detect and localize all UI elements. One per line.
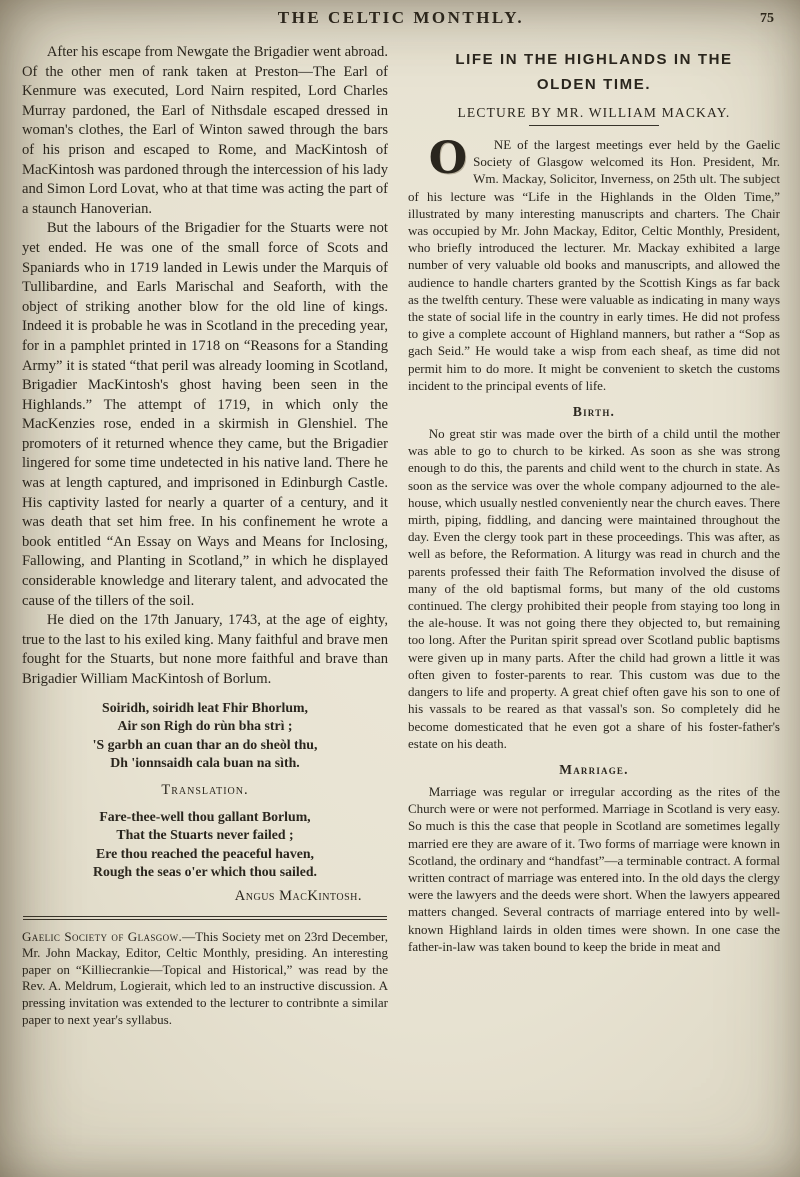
verse-line: That the Stuarts never failed ; xyxy=(116,827,294,843)
article-title-line: OLDEN TIME. xyxy=(536,76,652,93)
verse-line: Rough the seas o'er which thou sailed. xyxy=(93,864,317,880)
opening-text: NE of the largest meetings ever held by the Gaelic Society of Glasgow welcomed its Hon. President, Mr. Wm. Mackay, Solicitor, Inverness, on 25th ult. The subject of his lecture was “Life in the Highlands in the Olden Time,” illustrated by many interesting manuscripts and charters. The Chair was occupied by Mr. John Mackay, Editor, Celtic Monthly, President, who briefly introduced the lecturer. Mr. Mackay exhibited a large number of very valuable old books and manuscripts, and allowed the audience to handle charters granted by the Scottish Kings as far back as the twelfth century. These were valuable as indicating in many ways the state of social life in the country in early times. He did not profess to give a complete account of Highland manners, but rather a “Sop as gach Seid.” He would take a wisp from each sheaf, as time did not permit him to do more. It might be convenient to sketch the customs incident to the principal events of life. xyxy=(408,137,780,393)
paragraph: No great stir was made over the birth of a child until the mother was able to go to church to be kirked. As soon as she was strong enough to do this, the parents and child went to the church in state. As soon as the service was over the whole company adjourned to the ale-house, which usually nestled conveniently near the church eaves. There mirth, piping, fiddling, and dancing were maintained throughout the day. Even the clergy took part in these proceedings. This was after, as well as before, the Reformation. A liturgy was read in church and the parents professed their faith The Reformation involved the disuse of many of the old baptismal forms, but many of the old customs continued. The clergy prohibited their people from staying too long in the ale-house. It was not going there they objected to, but remaining too long. After the Puritan spirit spread over Scotland public baptisms were given up in many parts. After the child had grown a little it was often given to foster-parents to rear. This custom was due to the dangers to life and property. A great chief often gave his son to one of his vassals to be reared as that vassal's son. So completely did he become domesticated that he even got a share of his foster-father's estate on his death. xyxy=(408,426,780,751)
author-signature: Angus MacKintosh. xyxy=(234,887,362,904)
verse-line: Ere thou reached the peaceful haven, xyxy=(96,845,314,861)
translation-heading: Translation. xyxy=(161,781,249,798)
paragraph: But the labours of the Brigadier for the Stuarts were not yet ended. He was one of the small force of Scots and Spaniards who in 1719 landed in Lewis under the Marquis of Tullibardine, and Earls Marischal and Seaforth, with the object of striking another blow for the old line of kings. Indeed it is probable he was in Scotland in the preceding year, for in a pamphlet printed in 1718 on “Reasons for a Standing Army” it is stated “that peril was already looming in Scotland, Brigadier MacKintosh's ghost having been seen in the Highlands.” The attempt of 1719, in which only the MacKenzies rose, ended in a skirmish in Glenshiel. The promoters of it returned whence they came, but the Brigadier lingered for some time undetected in his native land. There he was at length captured, and imprisoned in Edinburgh Castle. His captivity lasted for nearly a quarter of a century, and it was death that set him free. In his confinement he wrote a book entitled “An Essay on Ways and Means for Inclosing, Fallowing, and Planting in Scotland,” in which he displayed considerable knowledge and literary talent, and advocated the cause of the tillers of the soil. xyxy=(22,220,388,609)
paragraph: Marriage was regular or irregular according as the rites of the Church were or were not performed. Marriage in Scotland is very easy. So much is this the case that people in Scotland are sometimes legally married ere they are aware of it. Two forms of marriage were known in Scotland, the ordinary and “handfast”—a terminable contract. A formal written contract of marriage was entered into. In the old days the clergy were the lawyers and the deeds were short. When the lawyers appeared matters changed. Several contracts of marriage entered into by well-known Highland lairds in olden times were shown. In one case the father-in-law was taken bound to keep the bride in meat and xyxy=(408,783,780,954)
two-column-layout xyxy=(22,43,780,1028)
verse-line: Fare-thee-well thou gallant Borlum, xyxy=(99,808,311,824)
page-header xyxy=(22,8,780,34)
verse-line: Dh 'ionnsaidh cala buan na sìth. xyxy=(110,755,300,771)
gaelic-verse xyxy=(22,699,388,773)
paragraph: He died on the 17th January, 1743, at the age of eighty, true to the last to his exiled king. Many faithful and brave men fought for the Stuarts, but none more faithful and brave than Brigadier William MacKintosh of Borlum. xyxy=(22,612,388,687)
section-heading-birth: Birth. xyxy=(572,404,616,420)
section-divider-rule xyxy=(23,916,387,920)
article-title-line: LIFE IN THE HIGHLANDS IN THE xyxy=(455,51,733,68)
society-note-lead: Gaelic Society of Glasgow. xyxy=(22,928,183,944)
society-note xyxy=(22,929,388,1029)
article-title xyxy=(408,47,780,97)
ornamental-initial: O xyxy=(428,133,468,184)
opening-paragraph xyxy=(408,133,780,394)
byline-rule xyxy=(529,125,659,126)
translation-verse xyxy=(22,808,388,882)
verse-line: 'S garbh an cuan thar an do sheòl thu, xyxy=(92,736,318,752)
verse-line: Soiridh, soiridh leat Fhir Bhorlum, xyxy=(102,699,308,715)
section-heading-marriage: Marriage. xyxy=(559,761,629,777)
verse-line: Air son Righ do rùn bha strì ; xyxy=(117,718,293,734)
journal-title: THE CELTIC MONTHLY. xyxy=(277,8,525,27)
society-note-body: —This Society met on 23rd December, Mr. John Mackay, Editor, Celtic Monthly, presiding. An interesting paper on “Killiecrankie—Topical and Historical,” was read by the Rev. A. Meldrum, Logierait, which led to an instructive discussion. A pressing invitation was extended to the lecturer to contribnte a similar paper to next year's syllabus. xyxy=(22,928,388,1027)
paragraph: After his escape from Newgate the Brigadier went abroad. Of the other men of rank taken at Preston—The Earl of Kenmure was executed, Lord Nairn respited, Lord Charles Murray pardoned, the Earl of Nithsdale escaped dressed in woman's clothes, the Earl of Winton sawed through the bars of his prison and escaped to Rome, and MacKintosh of MacKintosh was pardoned through the intercession of his lady and Simon Lord Lovat, who at that time was acting the part of a staunch Hanoverian. xyxy=(22,44,388,217)
right-column xyxy=(408,43,780,1028)
lecture-byline: LECTURE BY MR. WILLIAM MACKAY. xyxy=(457,105,731,120)
left-column xyxy=(22,43,388,1028)
page-number: 75 xyxy=(760,11,774,26)
